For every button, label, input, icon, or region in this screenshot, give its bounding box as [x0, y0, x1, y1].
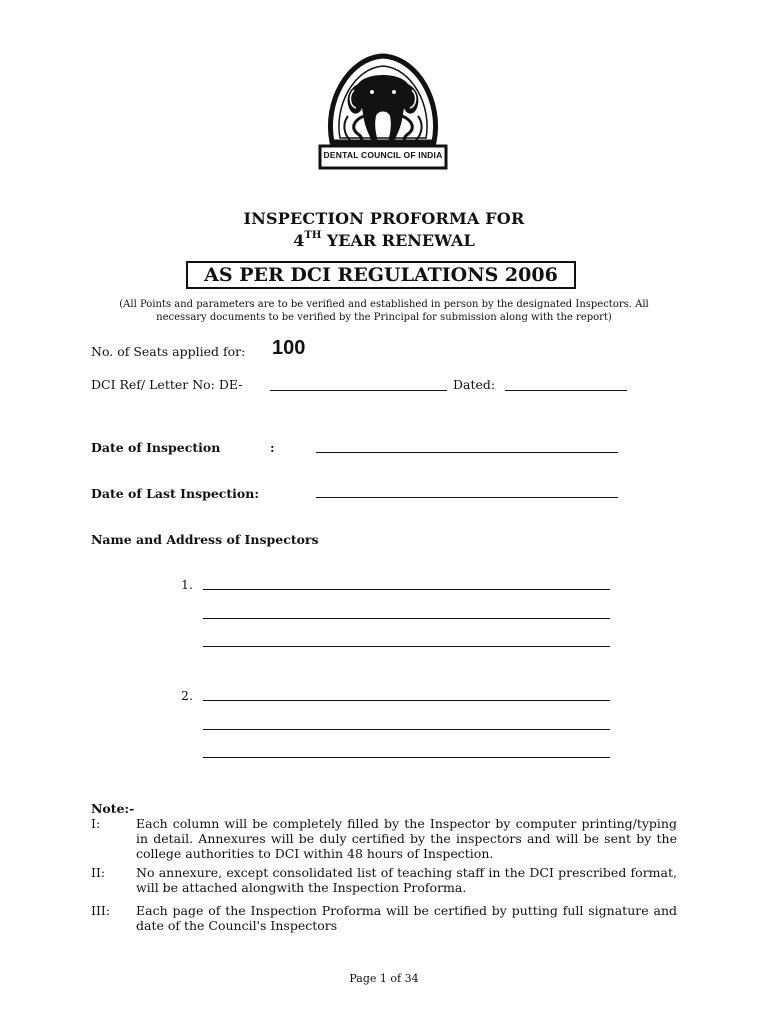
date-of-inspection-label: Date of Inspection	[91, 440, 221, 455]
dated-field[interactable]	[505, 390, 627, 391]
note-3-number: III:	[91, 903, 111, 918]
proforma-title: INSPECTION PROFORMA FOR	[243, 209, 525, 228]
ref-label: DCI Ref/ Letter No: DE-	[91, 377, 243, 392]
dci-logo	[318, 50, 448, 172]
inspector-2-line-2[interactable]	[203, 729, 610, 730]
seats-value: 100	[272, 337, 306, 359]
inspector-1-line-1[interactable]	[203, 589, 610, 590]
dated-label: Dated:	[453, 377, 496, 392]
inspector-2-line-3[interactable]	[203, 757, 610, 758]
inspector-2-line-1[interactable]	[203, 700, 610, 701]
note-2-number: II:	[91, 865, 106, 880]
note-3-text: Each page of the Inspection Proforma will be certified by putting full signature and date of the Council's Inspectors	[136, 903, 677, 933]
proforma-subtitle	[0, 231, 768, 250]
inspector-1-number: 1.	[181, 577, 193, 592]
inspector-1-line-2[interactable]	[203, 618, 610, 619]
date-of-inspection-field[interactable]	[316, 452, 618, 453]
note-2-text: No annexure, except consolidated list of teaching staff in the DCI prescribed format, will be attached alongwith the Inspection Proforma.	[136, 865, 677, 895]
notes-heading: Note:-	[91, 801, 135, 816]
note-1-number: I:	[91, 816, 101, 831]
year-renewal-text: YEAR RENEWAL	[321, 231, 475, 250]
note-1-text: Each column will be completely filled by the Inspector by computer printing/typing in detail. Annexures will be duly certified by the inspectors and will be sent by the college authorities to DCI within 48 hours of Inspection.	[136, 816, 677, 861]
regulations-heading: AS PER DCI REGULATIONS 2006	[186, 261, 576, 289]
inspectors-heading: Name and Address of Inspectors	[91, 532, 319, 547]
inspector-2-number: 2.	[181, 688, 193, 703]
inspector-1-line-3[interactable]	[203, 646, 610, 647]
date-of-inspection-colon: :	[270, 440, 275, 455]
year-suffix: TH	[304, 229, 322, 241]
logo-caption: DENTAL COUNCIL OF INDIA	[323, 150, 443, 160]
intro-note: (All Points and parameters are to be verified and established in person by the designated Inspectors. All necessary documents to be verified by the Principal for submission along with the report)	[119, 299, 649, 323]
page-number: Page 1 of 34	[349, 972, 419, 985]
ref-number-field[interactable]	[270, 390, 447, 391]
seats-label: No. of Seats applied for:	[91, 344, 246, 359]
date-last-inspection-field[interactable]	[316, 497, 618, 498]
date-last-inspection-label: Date of Last Inspection:	[91, 486, 259, 501]
year-number: 4	[293, 231, 305, 250]
